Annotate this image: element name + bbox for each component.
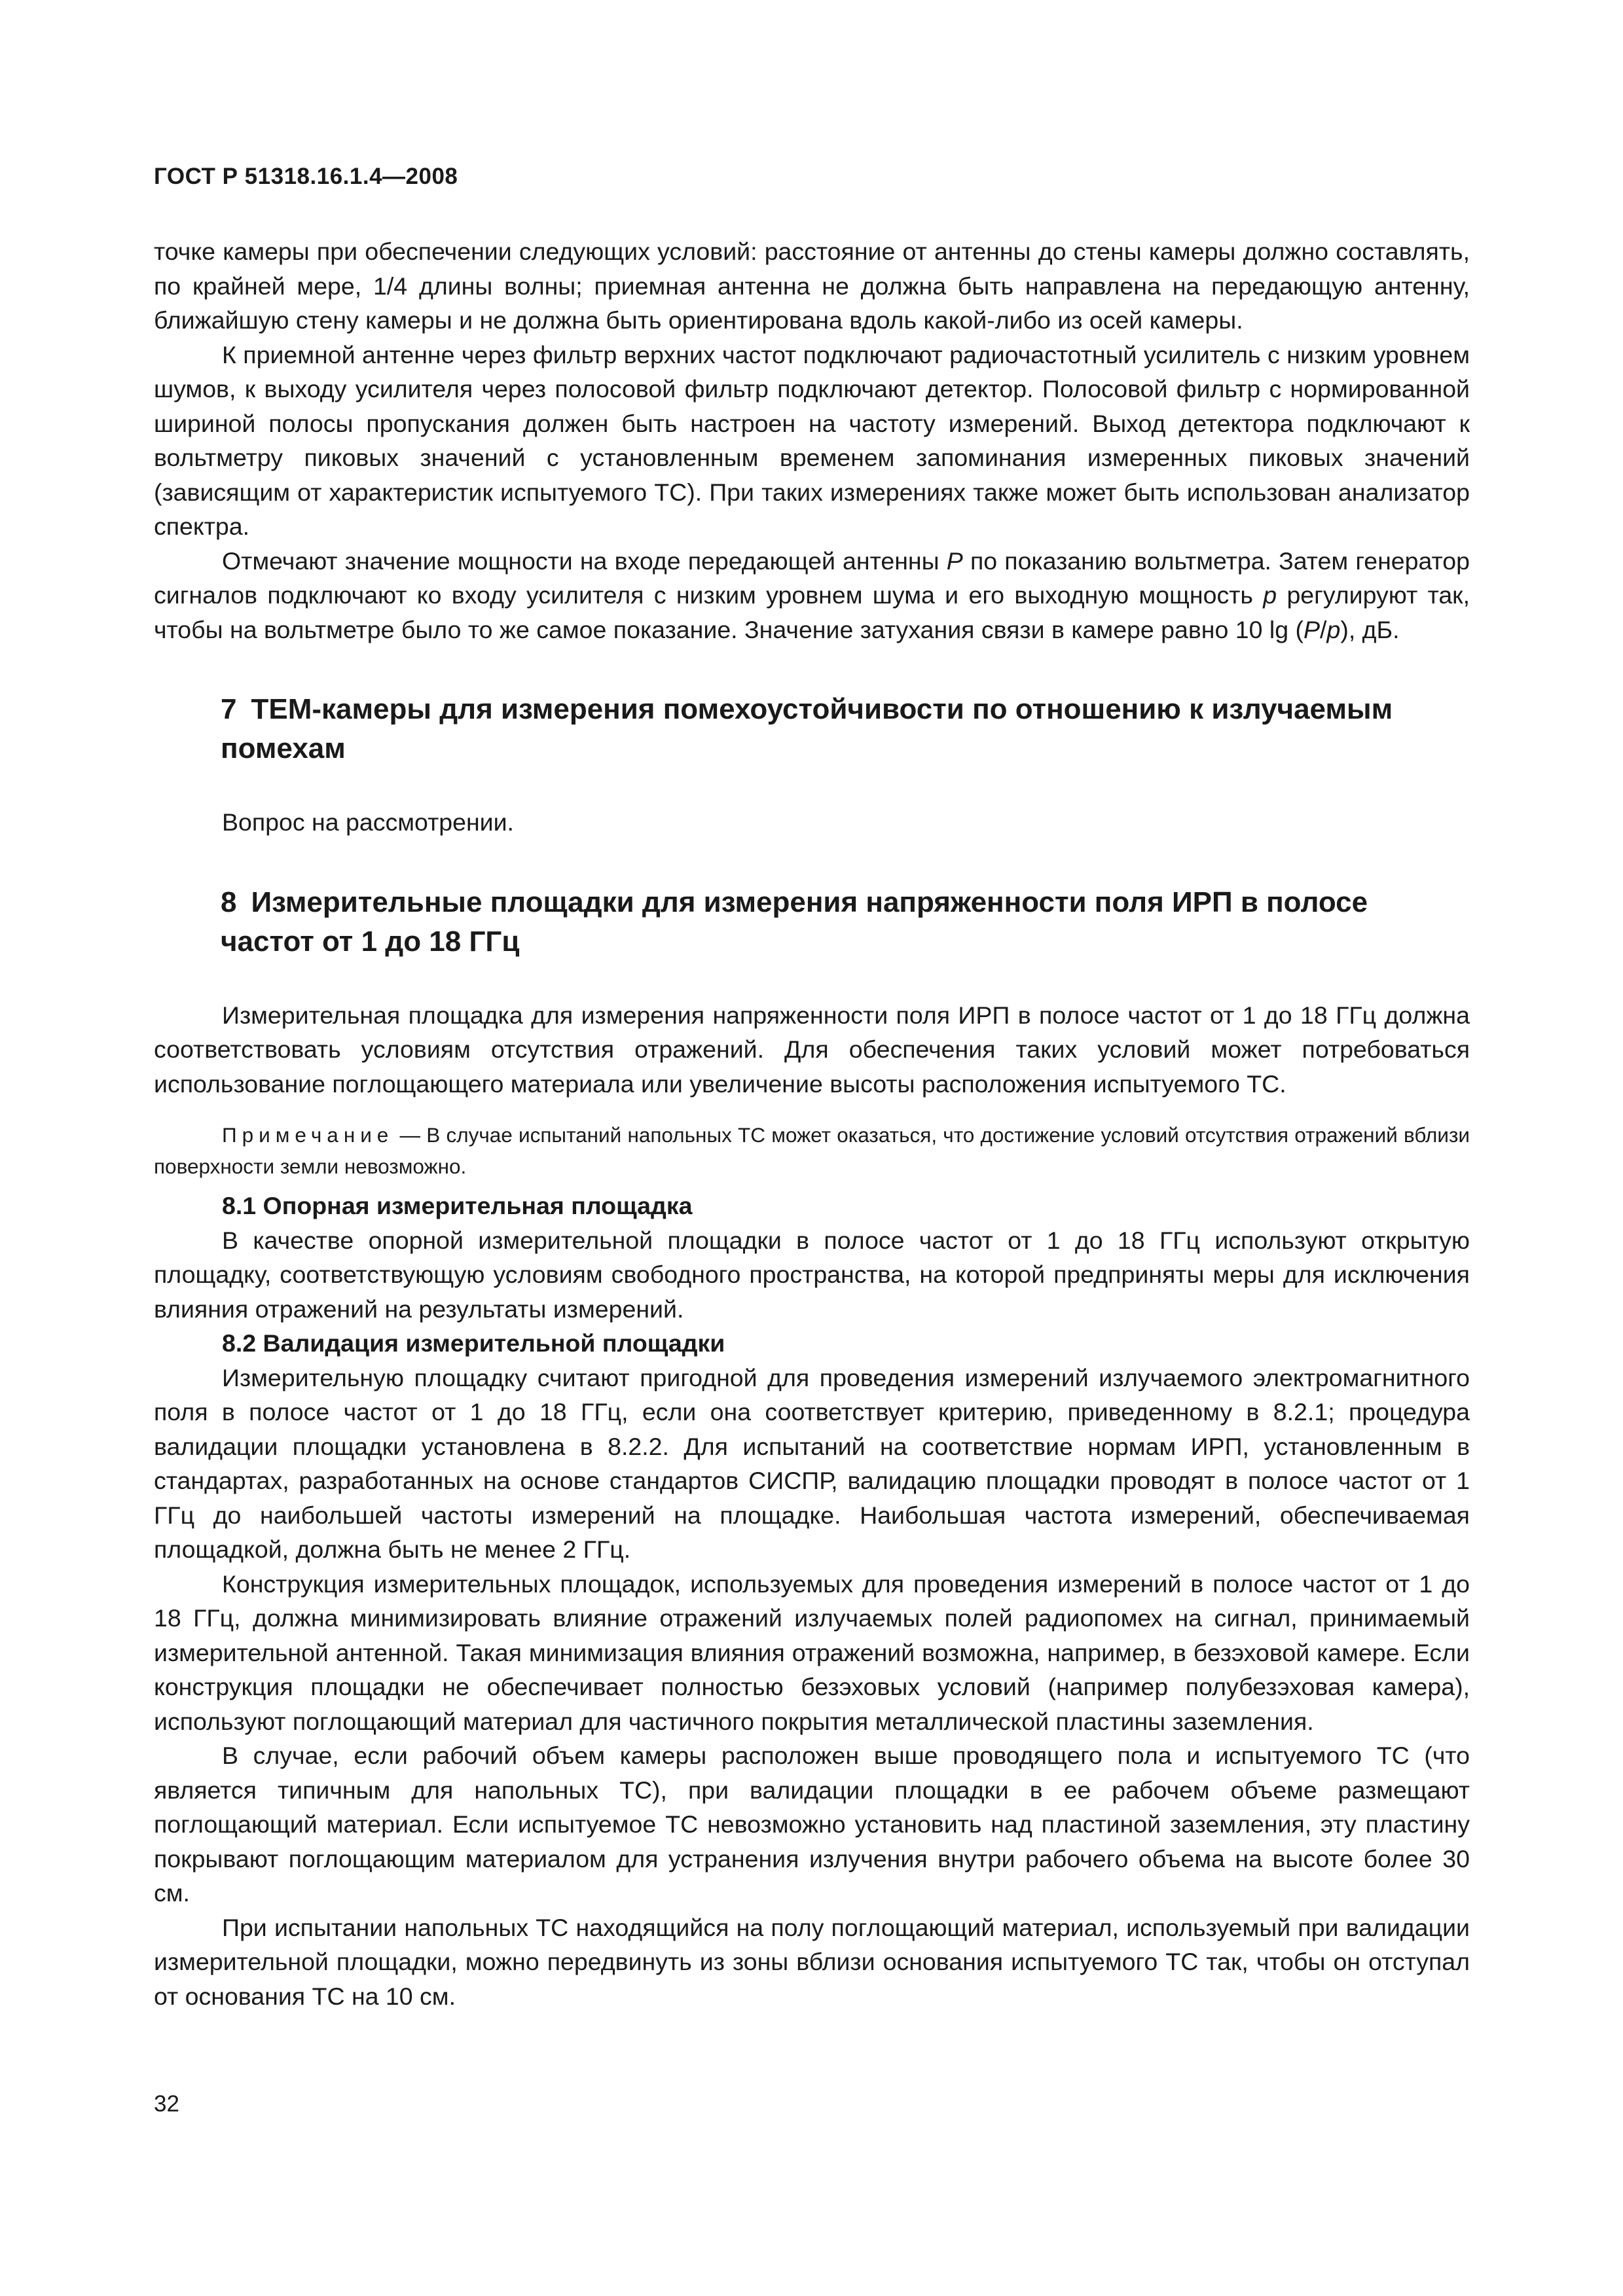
section-7-title: ТЕМ-камеры для измерения помехоустойчивости по отношению к излучаемым помехам xyxy=(221,693,1393,764)
document-code-header: ГОСТ Р 51318.16.1.4—2008 xyxy=(154,164,458,189)
section-8-2-paragraph: В случае, если рабочий объем камеры расположен выше проводящего пола и испытуемого ТС (что является типичным для напольных ТС), при валидации площадки в ее рабочем объеме размещают поглощающий материал. Если испытуемое ТС невозможно установить над пластиной заземления, эту пластину покрывают поглощающим материалом для устранения излучения внутри рабочего объема на высоте более 30 см. xyxy=(154,1742,1470,1907)
note-label: Примечание xyxy=(222,1123,394,1147)
section-8-title: Измерительные площадки для измерения напряженности поля ИРП в полосе частот от 1 до 18 ГГц xyxy=(221,886,1368,958)
section-8-2-paragraph: При испытании напольных ТС находящийся на полу поглощающий материал, используемый при валидации измерительной площадки, можно передвинуть из зоны вблизи основания испытуемого ТС так, чтобы он отступал от основания ТС на 10 см. xyxy=(154,1913,1470,2010)
paragraph-continuation: точке камеры при обеспечении следующих условий: расстояние от антенны до стены камеры должно составлять, по крайней мере, 1/4 длины волны; приемная антенна не должна быть направлена на передающую антенну, ближайшую стену камеры и не должна быть ориентирована вдоль какой-либо из осей камеры. xyxy=(154,238,1470,334)
note-text: — В случае испытаний напольных ТС может оказаться, что достижение условий отсутствия отражений вблизи поверхности земли невозможно. xyxy=(154,1123,1470,1178)
page-number: 32 xyxy=(154,2091,179,2117)
section-8-1-title: 8.1 Опорная измерительная площадка xyxy=(222,1192,693,1219)
section-8-2-title: 8.2 Валидация измерительной площадки xyxy=(222,1329,725,1357)
section-8-1-text: В качестве опорной измерительной площадки в полосе частот от 1 до 18 ГГц используют открытую площадку, соответствующую условиям свободного пространства, на которой предприняты меры для исключения влияния отражений на результаты измерений. xyxy=(154,1226,1470,1323)
section-7-number: 7 xyxy=(221,693,237,725)
paragraph-power-measurement: Отмечают значение мощности на входе передающей антенны P по показанию вольтметра. Затем генератор сигналов подключают ко входу усилителя с низким уровнем шума и его выходную мощность p регулируют так, чтобы на вольтметре было то же самое показание. Значение затухания связи в камере равно 10 lg (P/p), дБ. xyxy=(154,547,1470,643)
section-8-number: 8 xyxy=(221,886,237,918)
document-page xyxy=(154,164,1470,2013)
section-8-text: Измерительная площадка для измерения напряженности поля ИРП в полосе частот от 1 до 18 ГГц должна соответствовать условиям отсутствия отражений. Для обеспечения таких условий может потребоваться использование поглощающего материала или увеличение высоты расположения испытуемого ТС. xyxy=(154,1001,1470,1098)
section-8-heading xyxy=(154,883,1470,961)
section-8-2-paragraph: Конструкция измерительных площадок, используемых для проведения измерений в полосе частот от 1 до 18 ГГц, должна минимизировать влияние отражений излучаемых полей радиопомех на сигнал, принимаемый измерительной антенной. Такая минимизация влияния отражений возможна, например, в безэховой камере. Если конструкция площадки не обеспечивает полностью безэховых условий (например полубезэховая камера), используют поглощающий материал для частичного покрытия металлической пластины заземления. xyxy=(154,1570,1470,1735)
section-8-2-paragraph: Измерительную площадку считают пригодной для проведения измерений излучаемого электромагнитного поля в полосе частот от 1 до 18 ГГц, если она соответствует критерию, приведенному в 8.2.1; процедура валидации площадки установлена в 8.2.2. Для испытаний на соответствие нормам ИРП, установленным в стандартах, разработанных на основе стандартов СИСПР, валидацию площадки проводят в полосе частот от 1 ГГц до наибольшей частоты измерений на площадке. Наибольшая частота измерений, обеспечиваемая площадкой, должна быть не менее 2 ГГц. xyxy=(154,1363,1470,1563)
section-7-heading xyxy=(154,690,1470,768)
paragraph-receiver-setup: К приемной антенне через фильтр верхних частот подключают радиочастотный усилитель с низким уровнем шумов, к выходу усилителя через полосовой фильтр подключают детектор. Полосовой фильтр с нормированной шириной полосы пропускания должен быть настроен на частоту измерений. Выход детектора подключают к вольтметру пиковых значений с установленным временем запоминания измеренных пиковых значений (зависящим от характеристик испытуемого ТС). При таких измерениях также может быть использован анализатор спектра. xyxy=(154,340,1470,540)
section-8-note xyxy=(154,1119,1470,1182)
section-7-text: Вопрос на рассмотрении. xyxy=(222,808,514,836)
